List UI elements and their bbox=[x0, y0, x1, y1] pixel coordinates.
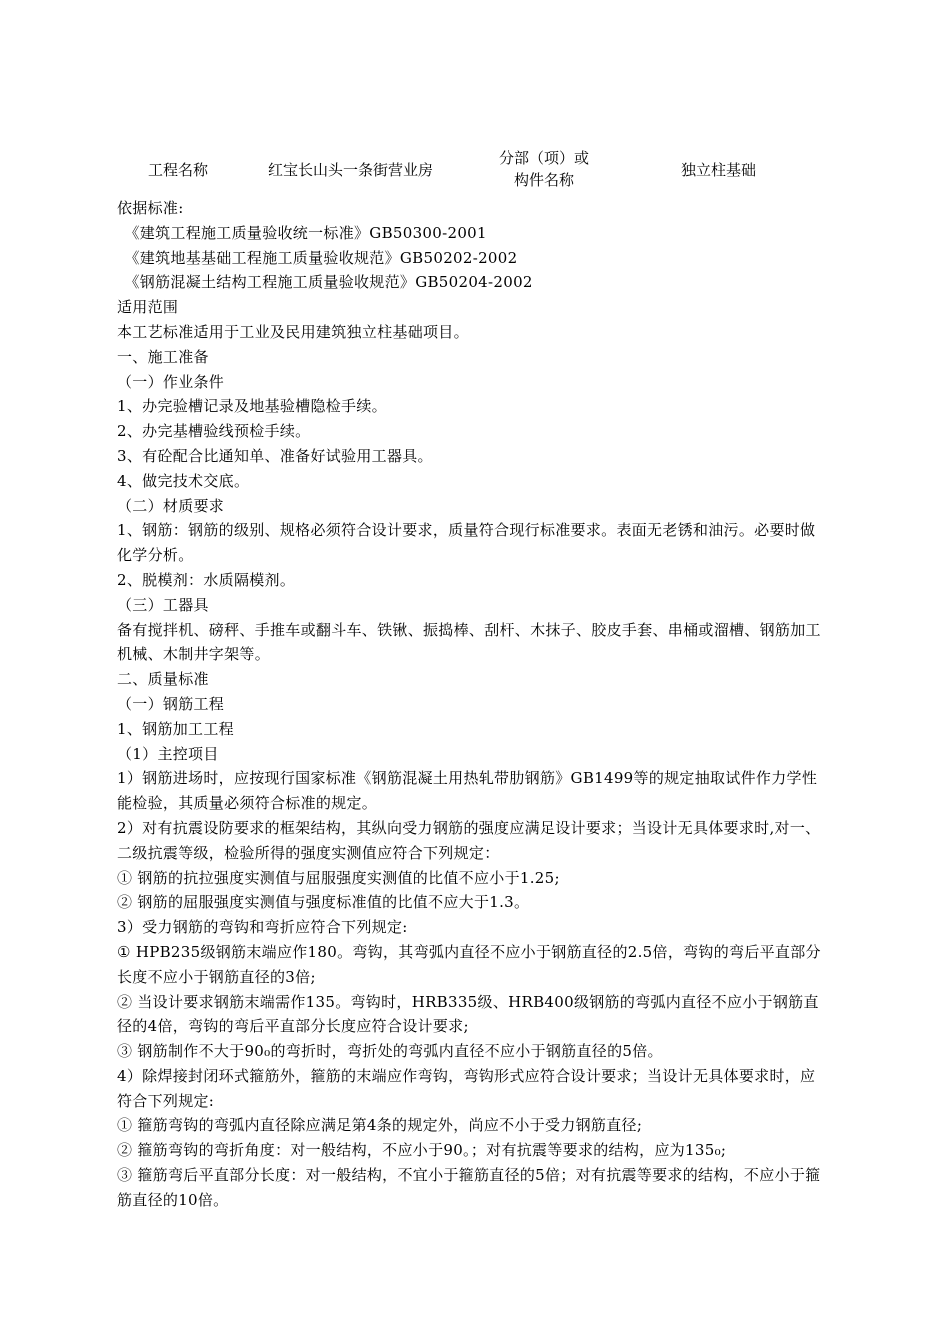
text-line: 4、做完技术交底。 bbox=[117, 471, 250, 490]
text-line: 2、脱模剂：水质隔模剂。 bbox=[117, 570, 296, 589]
part-name-label bbox=[485, 147, 603, 191]
text-line: ② 钢筋的屈服强度实测值与强度标准值的比值不应大于1.3。 bbox=[117, 893, 530, 912]
text-line: 一、施工准备 bbox=[117, 347, 209, 366]
text-line: ③ 钢筋制作不大于90₀的弯折时，弯折处的弯弧内直径不应小于钢筋直径的5倍。 bbox=[117, 1042, 663, 1061]
text-line: 2、办完基槽验线预检手续。 bbox=[117, 422, 311, 441]
text-line: 本工艺标准适用于工业及民用建筑独立柱基础项目。 bbox=[117, 322, 469, 341]
text-line: （一）钢筋工程 bbox=[117, 694, 225, 713]
text-line: 适用范围 bbox=[117, 298, 179, 317]
project-name-value: 红宝长山头一条街营业房 bbox=[268, 161, 434, 179]
text-line: 《建筑工程施工质量验收统一标准》GB50300-2001 bbox=[124, 223, 487, 242]
text-line: ② 箍筋弯钩的弯折角度：对一般结构，不应小于90。；对有抗震等要求的结构，应为135₀; bbox=[117, 1141, 727, 1160]
text-line: （二）材质要求 bbox=[117, 496, 225, 515]
text-line: （1）主控项目 bbox=[117, 744, 219, 763]
text-line: 1、钢筋加工工程 bbox=[117, 719, 234, 738]
text-line: （三）工器具 bbox=[117, 595, 209, 614]
text-line: 3）受力钢筋的弯钩和弯折应符合下列规定: bbox=[117, 918, 408, 937]
text-line: 《建筑地基基础工程施工质量验收规范》GB50202-2002 bbox=[124, 248, 518, 267]
text-line: ① 钢筋的抗拉强度实测值与屈服强度实测值的比值不应小于1.25; bbox=[117, 868, 560, 887]
text-line: ① 箍筋弯钩的弯弧内直径除应满足第4条的规定外，尚应不小于受力钢筋直径; bbox=[117, 1116, 643, 1135]
text-line: 2）对有抗震设防要求的框架结构，其纵向受力钢筋的强度应满足设计要求；当设计无具体要求时,对一、二级抗震等级，检验所得的强度实测值应符合下列规定： bbox=[117, 818, 821, 862]
part-name-value: 独立柱基础 bbox=[681, 161, 757, 179]
text-line: 依据标准: bbox=[117, 199, 184, 217]
part-name-label-line2: 构件名称 bbox=[513, 171, 574, 189]
project-name-label: 工程名称 bbox=[148, 161, 209, 179]
text-line: 3、有砼配合比通知单、准备好试验用工器具。 bbox=[117, 446, 433, 465]
text-line: 1、办完验槽记录及地基验槽隐检手续。 bbox=[117, 397, 387, 416]
text-line: ① HPB235级钢筋末端应作180。弯钩，其弯弧内直径不应小于钢筋直径的2.5倍，弯钩的弯后平直部分长度不应小于钢筋直径的3倍; bbox=[117, 942, 821, 986]
text-line: ② 当设计要求钢筋末端需作135。弯钩时，HRB335级、HRB400级钢筋的弯弧内直径不应小于钢筋直径的4倍，弯钩的弯后平直部分长度应符合设计要求; bbox=[117, 992, 819, 1036]
text-line: 备有搅拌机、磅秤、手推车或翻斗车、铁锹、振捣棒、刮杆、木抹子、胶皮手套、串桶或溜槽、钢筋加工机械、木制井字架等。 bbox=[117, 620, 821, 664]
text-line: 1、钢筋：钢筋的级别、规格必须符合设计要求，质量符合现行标准要求。表面无老锈和油污。必要时做化学分析。 bbox=[117, 521, 816, 565]
document-body bbox=[117, 196, 829, 1213]
part-name-label-line1: 分部（项）或 bbox=[498, 149, 589, 167]
text-line: 《钢筋混凝土结构工程施工质量验收规范》GB50204-2002 bbox=[124, 273, 533, 292]
text-line: 二、质量标准 bbox=[117, 670, 209, 689]
text-line: （一）作业条件 bbox=[117, 372, 225, 391]
text-line: 1）钢筋进场时，应按现行国家标准《钢筋混凝土用热轧带肋钢筋》GB1499等的规定抽取试件作力学性能检验，其质量必须符合标准的规定。 bbox=[117, 769, 818, 813]
text-line: 4）除焊接封闭环式箍筋外，箍筋的末端应作弯钩，弯钩形式应符合设计要求；当设计无具体要求时，应符合下列规定: bbox=[117, 1066, 816, 1110]
text-line: ③ 箍筋弯后平直部分长度：对一般结构，不宜小于箍筋直径的5倍；对有抗震等要求的结构，不应小于箍筋直径的10倍。 bbox=[117, 1166, 821, 1209]
